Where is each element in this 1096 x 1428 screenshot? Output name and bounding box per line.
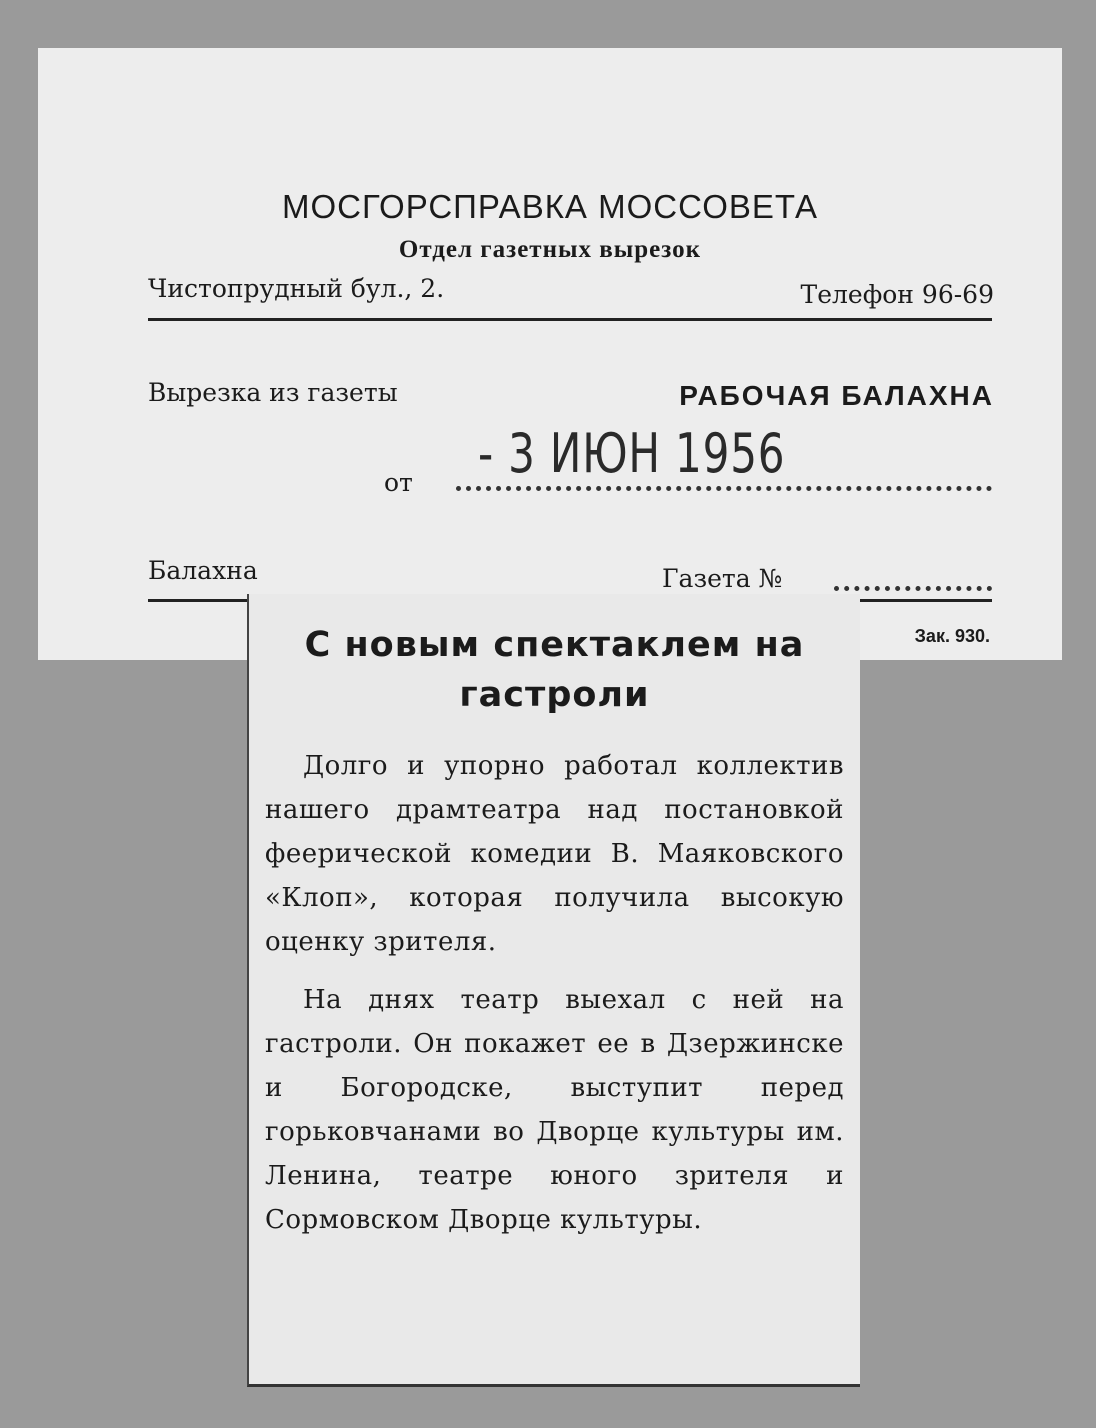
department-name: Отдел газетных вырезок — [398, 236, 702, 263]
article-title: С новым спектаклем на гастроли — [304, 625, 805, 715]
from-label: от — [384, 468, 413, 497]
reference-slip — [38, 48, 1062, 660]
phone: Телефон 96-69 — [800, 280, 994, 309]
order-number: Зак. 930. — [914, 626, 990, 646]
date-stamp: - 3 ИЮН 1956 — [478, 422, 786, 485]
newspaper-name: РАБОЧАЯ БАЛАХНА — [679, 380, 994, 411]
article-paragraph: Долго и упорно работал коллектив нашего драмтеатра над постановкой феерической комедии В. Маяковского «Клоп», которая получила высокую оценку зрителя. — [265, 751, 844, 957]
date-dotted-line — [456, 486, 992, 491]
organization-name: МОСГОРСПРАВКА МОССОВЕТА — [282, 188, 818, 225]
city: Балахна — [148, 556, 258, 585]
divider-top — [148, 318, 992, 321]
address: Чистопрудный бул., 2. — [148, 274, 445, 303]
article-paragraph: На днях театр выехал с ней на гастроли. Он покажет ее в Дзержинске и Богородске, выступит перед горьковчанами во Дворце культуры им. Ленина, театре юного зрителя и Сормовском Дворце культуры. — [265, 985, 844, 1235]
issue-dotted-line — [834, 586, 992, 591]
clipping-label: Вырезка из газеты — [148, 378, 398, 407]
article-body — [265, 744, 844, 1256]
newspaper-clipping — [247, 594, 860, 1387]
issue-label: Газета № — [662, 564, 783, 593]
